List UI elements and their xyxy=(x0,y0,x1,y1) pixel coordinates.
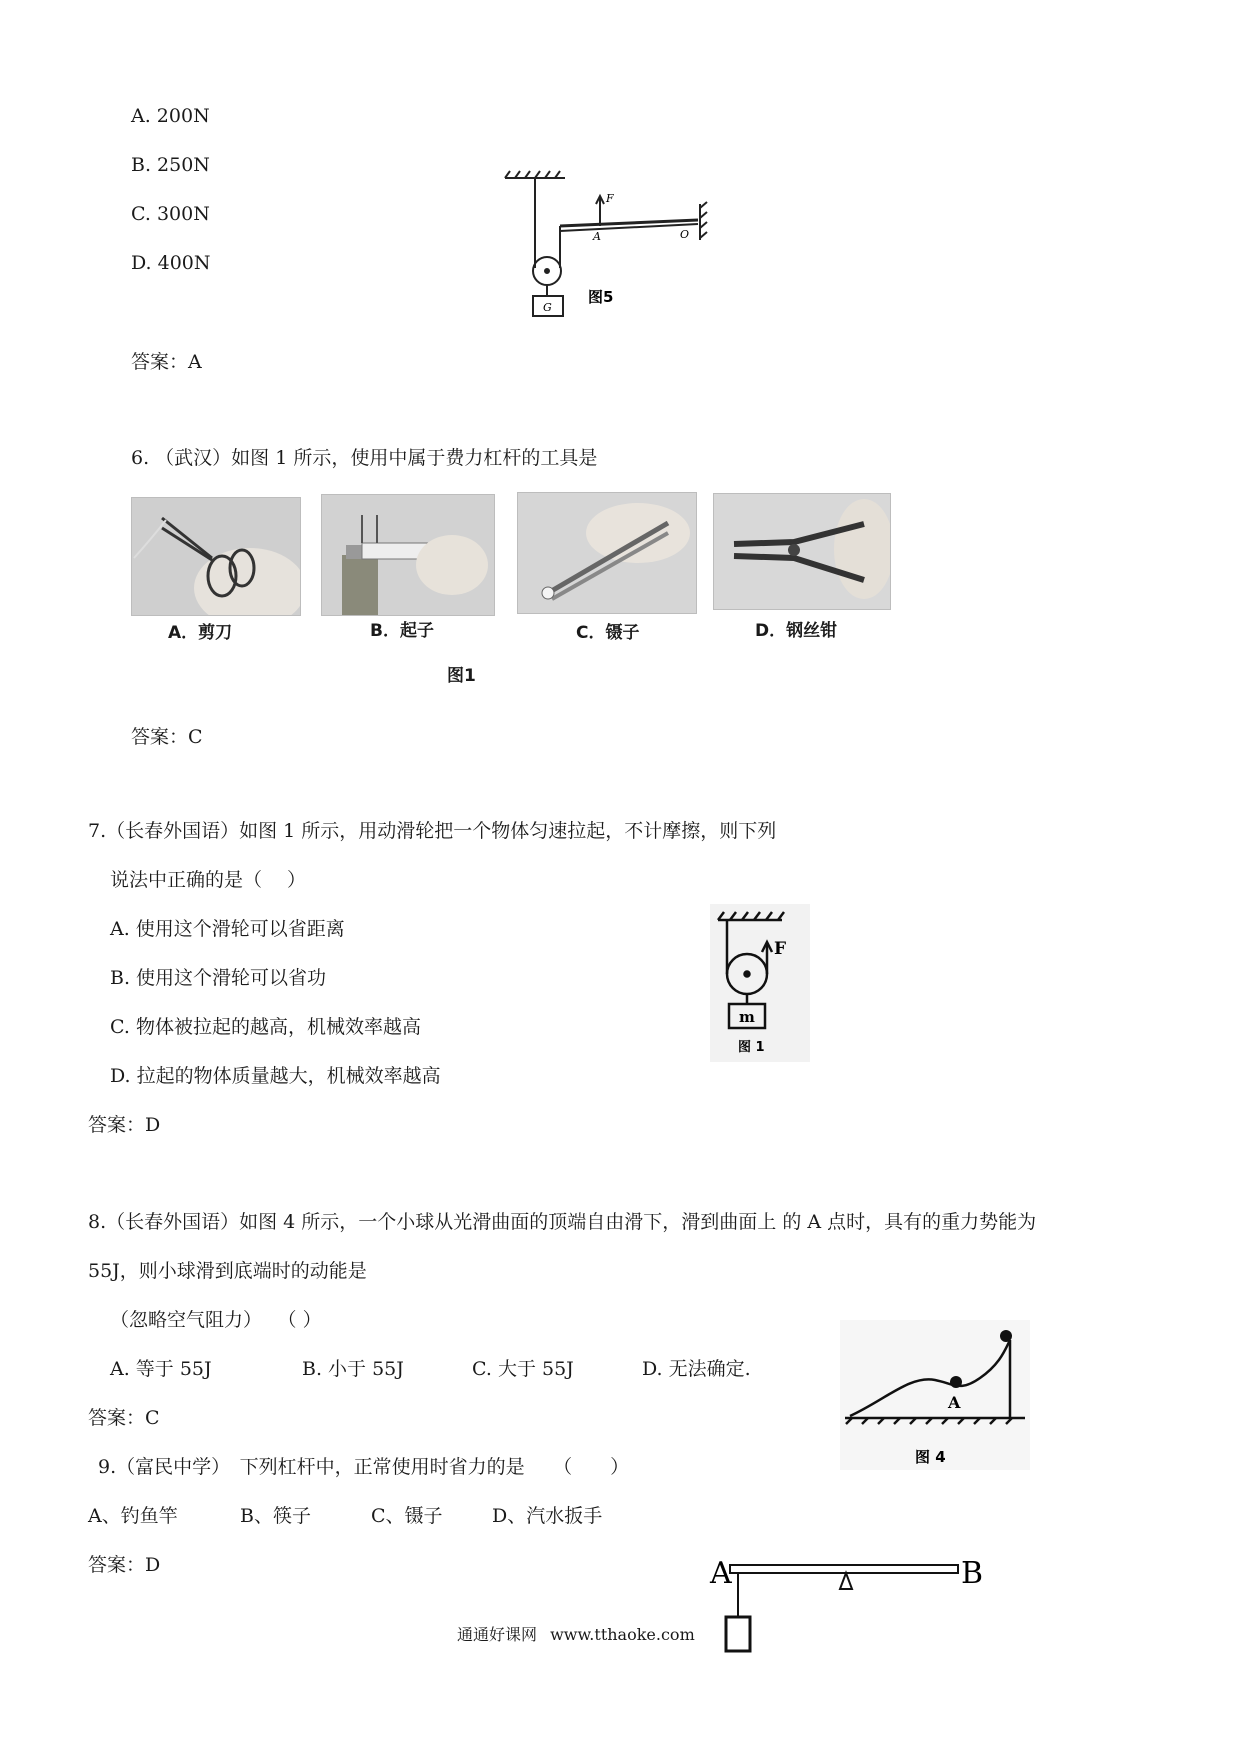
footer-url[interactable]: www.tthaoke.com xyxy=(550,1625,695,1644)
q5-option-c: C. 300N xyxy=(131,203,210,225)
q6-tool-c-label: C．镊子 xyxy=(576,623,640,643)
q8-label-point-a: A xyxy=(948,1393,961,1412)
q6-photo-scissors xyxy=(131,497,301,616)
q8-option-b: B. 小于 55J xyxy=(302,1358,404,1380)
q8-answer: 答案：C xyxy=(88,1407,160,1429)
q9-label-end-a: A xyxy=(710,1556,732,1591)
q8-option-a: A. 等于 55J xyxy=(110,1358,212,1380)
q8-option-c: C. 大于 55J xyxy=(472,1358,574,1380)
q7-label-mass: m xyxy=(739,1008,755,1026)
q5-label-point-o: O xyxy=(680,228,690,241)
footer-site-name: 通通好课网 xyxy=(457,1625,538,1644)
q6-photo-bottle-opener xyxy=(321,494,495,616)
q5-option-b: B. 250N xyxy=(131,154,210,176)
q5-label-weight: G xyxy=(543,301,552,314)
q6-tool-d-label: D．钢丝钳 xyxy=(755,621,838,641)
q5-label-point-a: A xyxy=(593,230,601,243)
q9-figure-lever xyxy=(708,1545,988,1665)
q7-answer: 答案：D xyxy=(88,1114,161,1136)
q7-question-line1: 7.（长春外国语）如图 1 所示，用动滑轮把一个物体匀速拉起，不计摩擦，则下列 xyxy=(88,820,777,842)
q6-answer: 答案：C xyxy=(131,726,203,748)
q9-option-b: B、筷子 xyxy=(240,1505,311,1527)
footer-site xyxy=(457,1622,695,1645)
q7-option-b: B. 使用这个滑轮可以省功 xyxy=(110,967,327,989)
q6-question: 6. （武汉）如图 1 所示，使用中属于费力杠杆的工具是 xyxy=(131,447,598,469)
q8-option-d: D. 无法确定. xyxy=(642,1358,751,1380)
q7-label-force: F xyxy=(774,939,787,959)
q5-option-a: A. 200N xyxy=(131,105,210,127)
q9-option-c: C、镊子 xyxy=(371,1505,443,1527)
q9-answer: 答案：D xyxy=(88,1554,161,1576)
q5-option-d: D. 400N xyxy=(131,252,211,274)
q6-tool-b-label: B．起子 xyxy=(370,621,434,641)
q9-question: 9.（富民中学） 下列杠杆中，正常使用时省力的是 （ ） xyxy=(98,1456,630,1478)
q8-figure-caption: 图 4 xyxy=(915,1448,946,1466)
q9-label-end-b: B xyxy=(961,1556,984,1591)
q8-question-line2: 55J，则小球滑到底端时的动能是 xyxy=(88,1260,367,1282)
q6-photo-pliers xyxy=(713,493,891,610)
q7-question-line2: 说法中正确的是（ ） xyxy=(110,869,307,891)
q8-figure-curved-surface xyxy=(840,1320,1030,1470)
q9-option-d: D、汽水扳手 xyxy=(492,1505,603,1527)
q7-option-c: C. 物体被拉起的越高，机械效率越高 xyxy=(110,1016,421,1038)
q7-figure-movable-pulley xyxy=(710,904,810,1062)
q7-option-d: D. 拉起的物体质量越大，机械效率越高 xyxy=(110,1065,441,1087)
q5-figure-pulley-lever xyxy=(500,168,720,328)
q6-tool-a-label: A．剪刀 xyxy=(168,623,233,643)
q5-figure-caption: 图5 xyxy=(588,288,614,306)
q7-option-a: A. 使用这个滑轮可以省距离 xyxy=(110,918,345,940)
q5-answer: 答案：A xyxy=(131,351,202,373)
q6-figure-caption: 图1 xyxy=(447,666,476,686)
q6-photo-tweezers xyxy=(517,492,697,614)
q9-option-a: A、钓鱼竿 xyxy=(88,1505,178,1527)
q8-question-line3: （忽略空气阻力） （ ） xyxy=(110,1309,322,1331)
q5-label-force: F xyxy=(606,192,614,205)
q7-figure-caption: 图 1 xyxy=(738,1040,765,1055)
q8-question-line1: 8.（长春外国语）如图 4 所示，一个小球从光滑曲面的顶端自由滑下，滑到曲面上 的 A 点时，具有的重力势能为 xyxy=(88,1211,1037,1233)
